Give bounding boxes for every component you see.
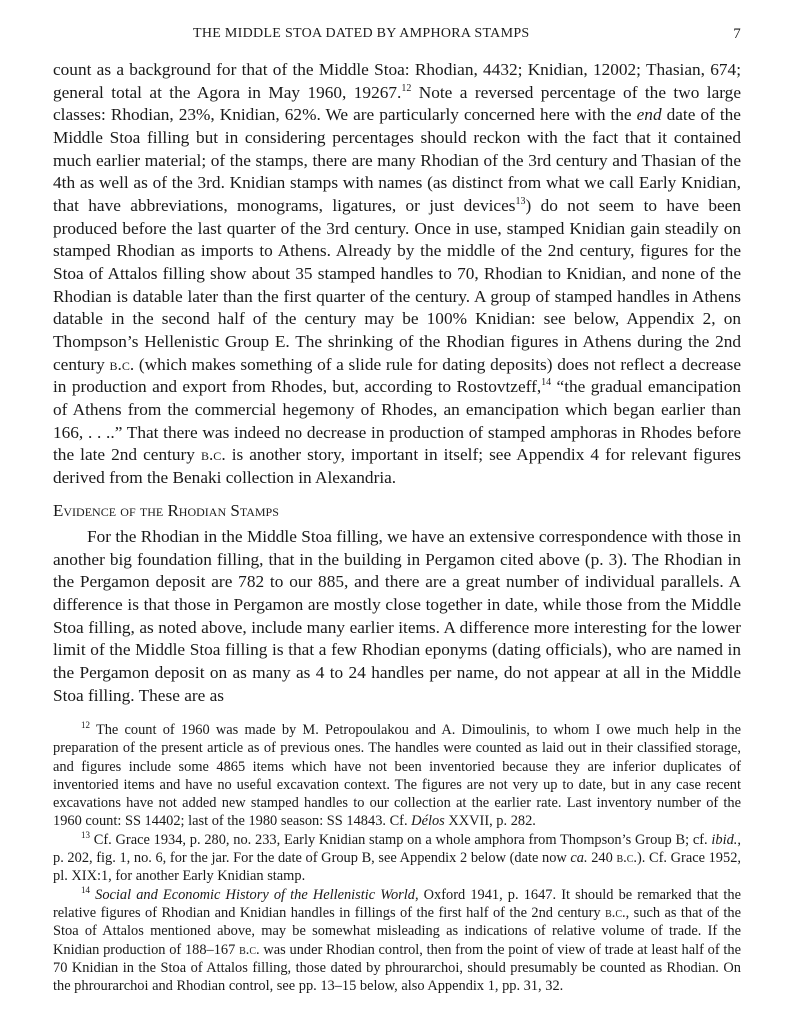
emphasis: Délos xyxy=(411,813,445,830)
footnote-number: 12 xyxy=(81,720,90,731)
footnote-12 xyxy=(53,721,741,831)
text-run: ). Cf. Grace 1952, pl. XIX:1, for another Early Knidian stamp. xyxy=(53,850,741,885)
text-run: (which makes something of a slide rule for dating deposits) does not reflect a decrease in production and export from Rhodes, but, according to Rostovtzeff, xyxy=(53,354,741,397)
text-run: was under Rhodian control, then from the point of view of trade at least half of the 70 Knidian in the Stoa of Attalos filling, those dated by phrourarchoi, should presumably be counted as Rhodian. On the phrourarchoi and Rhodian control, see pp. 13–15 below, also Appendix 1, pp. 31, 32. xyxy=(53,941,741,995)
emphasis: Social and Economic History of the Hellenistic World xyxy=(95,886,415,903)
era-abbrev: b.c. xyxy=(109,354,135,374)
text-run: count as a background for that of the Middle Stoa: Rhodian, 4432; Knidian, 12002; Thasian, 674; general total at the Agora in May 1960, 19267. xyxy=(53,60,741,102)
text-run: Note a reversed percentage of the two large classes: Rhodian, 23%, Knidian, 62%. We are particularly concerned here with the xyxy=(53,82,741,125)
text-run: , such as that of the Stoa of Attalos mentioned above, may be somewhat misleading as indications of relative volume of trade. If the Knidian production of 188–167 xyxy=(53,904,741,958)
era-abbrev: b.c. xyxy=(239,941,260,958)
page-number: 7 xyxy=(733,26,741,42)
footnote-ref-13[interactable]: 13 xyxy=(515,196,526,208)
footnote-number: 14 xyxy=(81,884,90,895)
text-run: date of the Middle Stoa filling but in considering percentages should reckon with the fact that it contained much earlier material; of the stamps, there are many Rhodian of the 3rd century and Thasian of the 4th as well as of the 3rd. Knidian stamps with names (as distinct from what we call Early Knidian, that have abbreviations, monograms, ligatures, or just devices xyxy=(53,105,741,215)
text-run: XXVII, p. 282. xyxy=(444,813,536,830)
text-run: ) do not seem to have been produced before the last quarter of the 3rd century. Once in use, stamped Knidian gain steadily on stamped Rhodian as imports to Athens. Already by the middle of the 2nd century, figures for the Stoa of Attalos filling show about 35 stamped handles to 70, Rhodian to Knidian, and none of the Rhodian is datable later than the first quarter of the century. A group of stamped handles in Athens datable in the second half of the century may be 100% Knidian: see below, Appendix 2, on Thompson’s Hellenistic Group E. The shrinking of the Rhodian figures in Athens during the 2nd century xyxy=(53,195,741,374)
text-run: , Oxford 1941, p. 1647. It should be remarked that the relative figures of Rhodian and Knidian handles in fillings of the first half of the 2nd century xyxy=(53,886,741,921)
era-abbrev: b.c. xyxy=(605,904,626,921)
running-title: THE MIDDLE STOA DATED BY AMPHORA STAMPS xyxy=(193,26,530,41)
footnote-number: 13 xyxy=(81,829,90,840)
era-abbrev: b.c. xyxy=(200,445,226,465)
running-header xyxy=(53,26,741,46)
footnote-14 xyxy=(53,886,741,996)
text-run: “the gradual emancipation of Athens from the commercial hegemony of Rhodes, an emancipation which began earlier than 166, . . ..” That there was indeed no decrease in production of stamped amphoras in Rhodes before the late 2nd century xyxy=(53,377,741,465)
emphasis: ibid. xyxy=(711,831,738,848)
main-text xyxy=(53,59,741,707)
footnotes xyxy=(53,721,741,995)
text-run: The count of 1960 was made by M. Petropoulakou and A. Dimoulinis, to whom I owe much help in the preparation of the present article as of previous ones. The handles were counted as laid out in their classified storage, and figures include some 4865 items which have not been inventoried because they are inferior duplicates of inventoried items and have no useful excavation context. The figures are not very up to date, but in any case recent excavations have not added new stamped handles to our collection at the earlier rate. Last inventory number of the 1960 count: SS 14402; last of the 1980 season: SS 14843. Cf. xyxy=(53,722,741,830)
footnote-ref-14[interactable]: 14 xyxy=(541,377,552,389)
paragraph-2: For the Rhodian in the Middle Stoa filling, we have an extensive correspondence with those in another big foundation filling, that in the building in Pergamon cited above (p. 3). The Rhodian in the Pergamon deposit are 782 to our 885, and there are a great number of individual parallels. A difference is that those in Pergamon are mostly close together in date, while those from the Middle Stoa filling, as noted above, include many earlier items. A difference more interesting for the lower limit of the Middle Stoa filling is that a few Rhodian eponyms (dating officials), who are named in the Pergamon deposit on as many as 4 to 24 handles per name, do not appear at all in the Middle Stoa filling. These are as xyxy=(53,527,741,705)
text-run: is another story, important in itself; see Appendix 4 for relevant figures derived from the Benaki collection in Alexandria. xyxy=(53,445,741,487)
text-run: , p. 202, fig. 1, no. 6, for the jar. For the date of Group B, see Appendix 2 below (date now xyxy=(53,831,741,867)
text-run: Cf. Grace 1934, p. 280, no. 233, Early Knidian stamp on a whole amphora from Thompson’s Group B; cf. xyxy=(90,831,712,848)
emphasis: ca. xyxy=(570,850,588,867)
footnote-13 xyxy=(53,831,741,886)
paragraph-1 xyxy=(53,59,741,489)
era-abbrev: b.c. xyxy=(616,850,637,867)
emphasis: end xyxy=(636,105,662,125)
footnote-ref-12[interactable]: 12 xyxy=(401,82,412,94)
text-run: 240 xyxy=(587,850,617,867)
section-heading: Evidence of the Rhodian Stamps xyxy=(53,501,279,521)
